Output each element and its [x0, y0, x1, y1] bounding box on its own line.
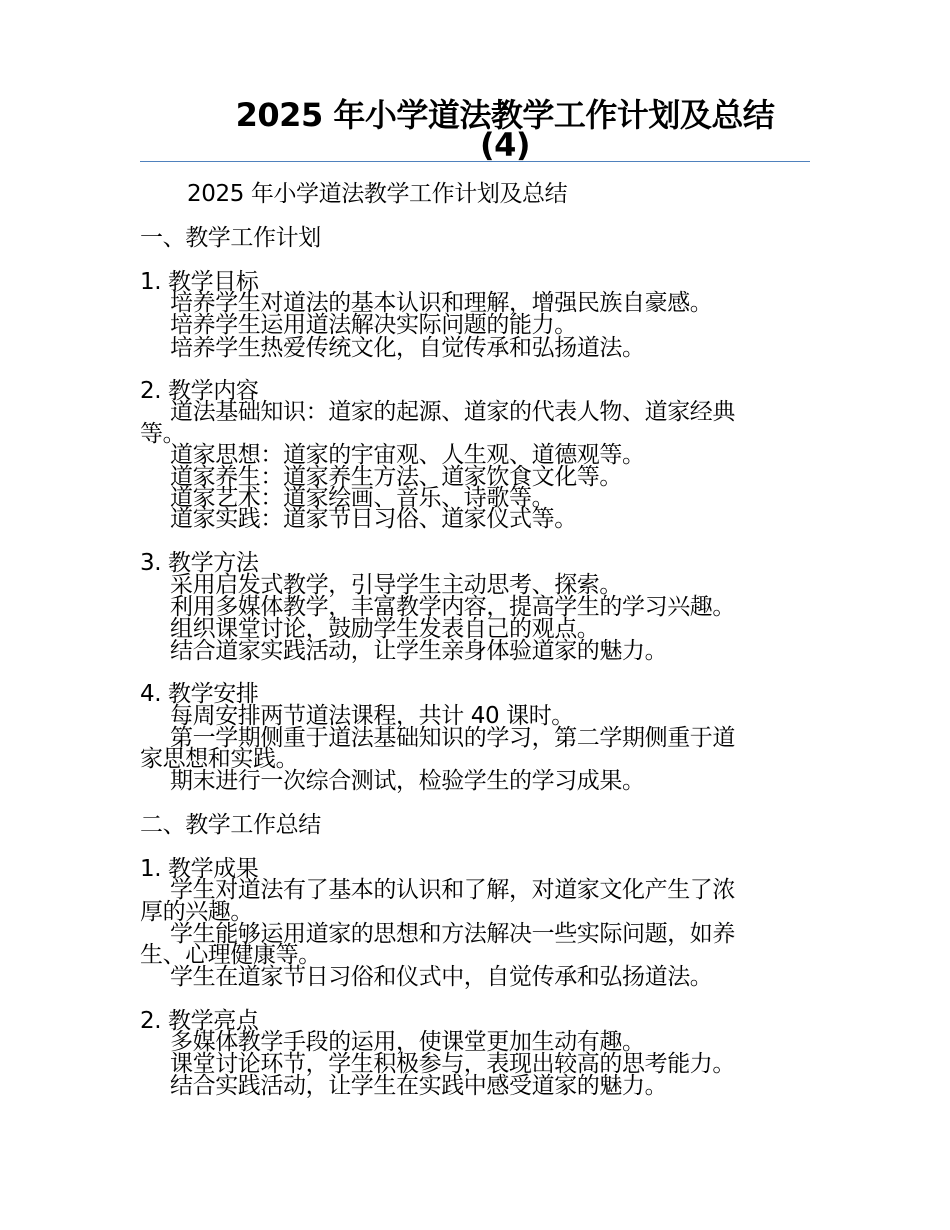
- title-underline: [140, 161, 810, 162]
- paragraph-line: 结合实践活动，让学生在实践中感受道家的魅力。: [170, 1073, 668, 1099]
- paragraph-line: 学生在道家节日习俗和仪式中，自觉传承和弘扬道法。: [170, 964, 713, 990]
- paragraph-line: 厚的兴趣。: [140, 899, 254, 925]
- subsection-heading: 2. 教学内容: [140, 378, 259, 404]
- paragraph-line: 组织课堂讨论，鼓励学生发表自己的观点。: [170, 616, 600, 642]
- paragraph-line: 道家艺术：道家绘画、音乐、诗歌等。: [170, 485, 555, 511]
- paragraph-line: 每周安排两节道法课程，共计 40 课时。: [170, 703, 574, 729]
- document-title: [140, 96, 810, 164]
- paragraph-line: 采用启发式教学，引导学生主动思考、探索。: [170, 572, 623, 598]
- subsection-heading: 3. 教学方法: [140, 550, 259, 576]
- paragraph-line: 结合道家实践活动，让学生亲身体验道家的魅力。: [170, 638, 668, 664]
- paragraph-line: 多媒体教学手段的运用，使课堂更加生动有趣。: [170, 1029, 645, 1055]
- paragraph-line: 利用多媒体教学，丰富教学内容，提高学生的学习兴趣。: [170, 594, 736, 620]
- section-heading: 一、教学工作计划: [140, 225, 321, 251]
- paragraph-line: 道家实践：道家节日习俗、道家仪式等。: [170, 506, 577, 532]
- paragraph-line: 培养学生对道法的基本认识和理解，增强民族自豪感。: [170, 290, 713, 316]
- subsection-heading: 1. 教学成果: [140, 856, 259, 882]
- subsection-heading: 2. 教学亮点: [140, 1008, 259, 1034]
- paragraph-line: 课堂讨论环节，学生积极参与，表现出较高的思考能力。: [170, 1051, 736, 1077]
- paragraph-line: 家思想和实践。: [140, 746, 299, 772]
- paragraph-line: 等。: [140, 421, 186, 447]
- title-line-1: 2025 年小学道法教学工作计划及总结: [235, 96, 775, 134]
- subsection-heading: 4. 教学安排: [140, 681, 259, 707]
- document-subtitle: 2025 年小学道法教学工作计划及总结: [187, 181, 568, 207]
- paragraph-line: 道家思想：道家的宇宙观、人生观、道德观等。: [170, 442, 645, 468]
- paragraph-line: 道家养生：道家养生方法、道家饮食文化等。: [170, 464, 623, 490]
- subsection-heading: 1. 教学目标: [140, 269, 259, 295]
- paragraph-line: 生、心理健康等。: [140, 942, 321, 968]
- paragraph-line: 学生能够运用道家的思想和方法解决一些实际问题，如养: [170, 921, 736, 947]
- paragraph-line: 培养学生热爱传统文化，自觉传承和弘扬道法。: [170, 335, 645, 361]
- section-heading: 二、教学工作总结: [140, 812, 321, 838]
- paragraph-line: 培养学生运用道法解决实际问题的能力。: [170, 312, 577, 338]
- paragraph-line: 道法基础知识：道家的起源、道家的代表人物、道家经典: [170, 399, 736, 425]
- paragraph-line: 学生对道法有了基本的认识和了解，对道家文化产生了浓: [170, 877, 736, 903]
- title-line-2: (4): [479, 126, 530, 164]
- paragraph-line: 第一学期侧重于道法基础知识的学习，第二学期侧重于道: [170, 725, 736, 751]
- paragraph-line: 期末进行一次综合测试，检验学生的学习成果。: [170, 768, 645, 794]
